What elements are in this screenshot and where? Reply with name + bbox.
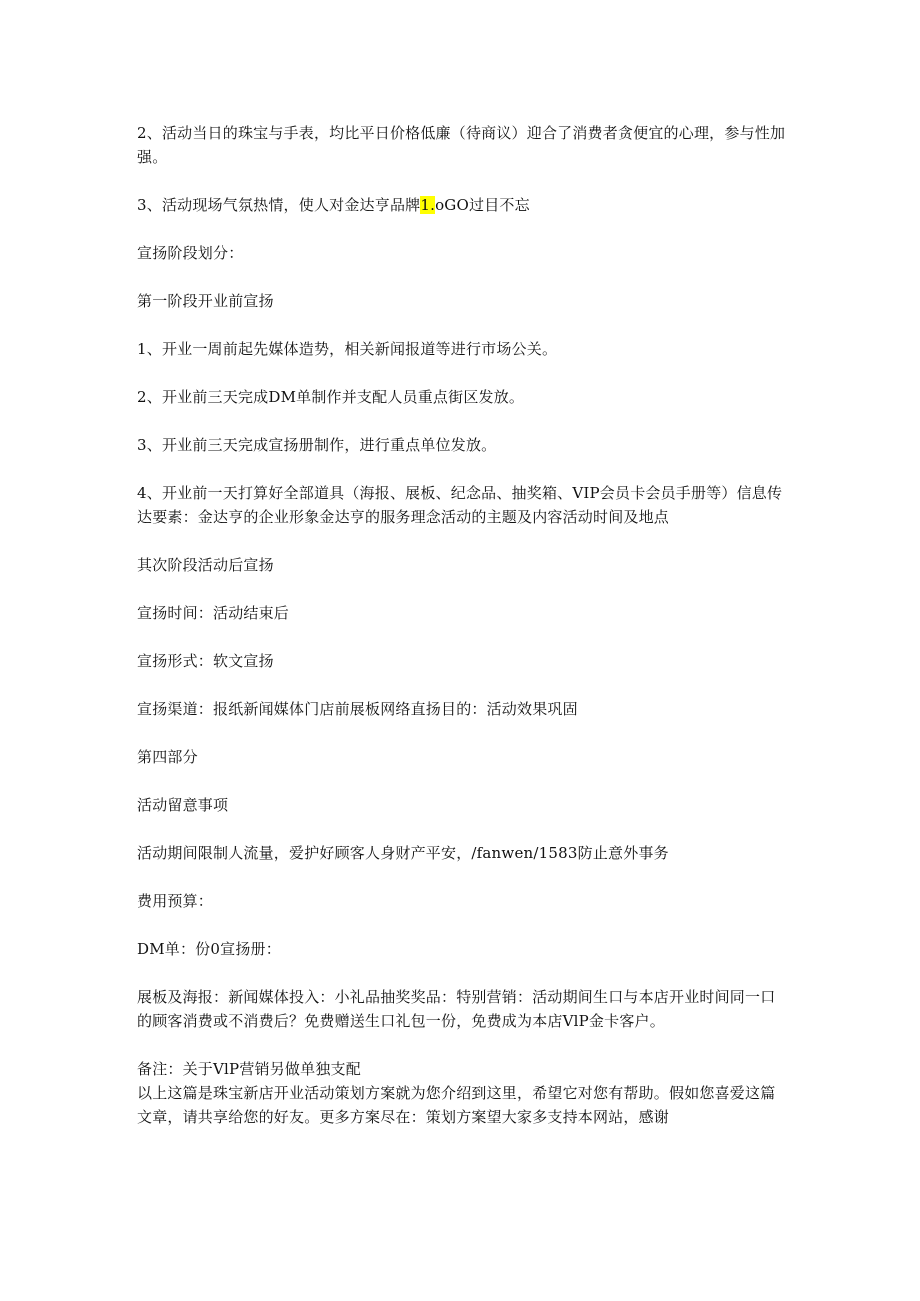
- paragraph-promotion-price: 2、活动当日的珠宝与手表，均比平日价格低廉（待商议）迎合了消费者贪便宜的心理，参与性加强。: [137, 124, 786, 166]
- paragraph-brochure: 3、开业前三天完成宣扬册制作，进行重点单位发放。: [137, 436, 497, 454]
- heading-promotion-stages: 宣扬阶段划分：: [137, 244, 244, 262]
- paragraph-props: 4、开业前一天打算好全部道具（海报、展板、纪念品、抽奖箱、VIP会员卡会员手册等）信息传达要素：金达亨的企业形象金达亨的服务理念活动的主题及内容活动时间及地点: [137, 484, 783, 526]
- paragraph-channels: 宣扬渠道：报纸新闻媒体门店前展板网络直扬目的：活动效果巩固: [137, 700, 578, 718]
- heading-notes: 活动留意事项: [137, 796, 229, 814]
- paragraph-display-budget: 展板及海报：新闻媒体投入：小礼品抽奖奖品：特别营销：活动期间生口与本店开业时间同一口的顾客消费或不消费后？免费赠送生口礼包一份，免费成为本店VlP金卡客户。: [137, 988, 776, 1030]
- paragraph-atmosphere: [137, 193, 787, 217]
- paragraph-dm: 2、开业前三天完成DM单制作并支配人员重点街区发放。: [137, 388, 525, 406]
- paragraph-crowd-control: 活动期间限制人流量，爱护好顾客人身财产平安，/fanwen/1583防止意外事务: [137, 844, 669, 862]
- heading-budget: 费用预算：: [137, 892, 214, 910]
- paragraph-media: 1、开业一周前起先媒体造势，相关新闻报道等进行市场公关。: [137, 340, 558, 358]
- paragraph-atmosphere-text: 3、活动现场气氛热情，使人对金达亨品牌: [137, 196, 421, 214]
- heading-stage-one: 第一阶段开业前宣扬: [137, 292, 274, 310]
- paragraph-atmosphere-tail: oGO过目不忘: [435, 196, 530, 214]
- heading-part-four: 第四部分: [137, 748, 198, 766]
- paragraph-time: 宣扬时间：活动结束后: [137, 604, 290, 622]
- paragraph-form: 宣扬形式：软文宣扬: [137, 652, 274, 670]
- paragraph-remark: 备注：关于VlP营销另做单独支配: [137, 1060, 361, 1078]
- paragraph-closing: 以上这篇是珠宝新店开业活动策划方案就为您介绍到这里，希望它对您有帮助。假如您喜爱这篇文章，请共享给您的好友。更多方案尽在：策划方案望大家多支持本网站，感谢: [137, 1084, 776, 1126]
- paragraph-dm-budget: DM单：份0宣扬册：: [137, 940, 281, 958]
- highlighted-text: 1.: [420, 196, 436, 214]
- heading-stage-two: 其次阶段活动后宣扬: [137, 556, 274, 574]
